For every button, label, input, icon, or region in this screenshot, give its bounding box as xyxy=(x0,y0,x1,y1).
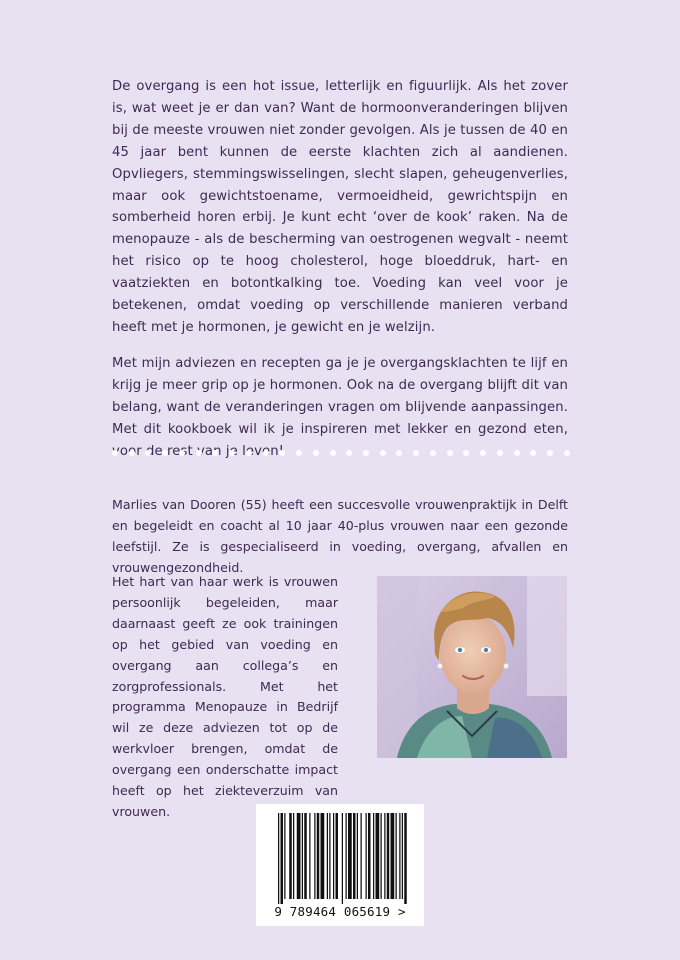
divider-dot xyxy=(480,450,486,456)
divider-dot xyxy=(313,450,319,456)
divider-dot xyxy=(514,450,520,456)
dotted-divider xyxy=(112,449,570,457)
barcode-bar xyxy=(381,813,382,899)
barcode-bar xyxy=(342,813,343,904)
divider-dot xyxy=(296,450,302,456)
divider-dot xyxy=(263,450,269,456)
barcode-bar xyxy=(368,813,371,899)
barcode-bar xyxy=(357,813,358,899)
divider-dot xyxy=(413,450,419,456)
intro-paragraph-1: De overgang is een hot issue, letterlijk en figuurlijk. Als het zover is, wat weet je er dan van? Want de hormoonveranderingen blijven bij de meeste vrouwen niet zonder gevolgen. Als je tussen de 40 en 45 jaar bent kunnen de eerste klachten zich al aandienen. Opvliegers, stemmingswisselingen, slecht slapen, geheugenverlies, maar ook gewichtstoename, vermoeidheid, gewrichtspijn en somberheid horen erbij. Je kunt echt ‘over de kook’ raken. Na de menopauze - als de bescherming van oestrogenen wegvalt - neemt het risico op te hoog cholesterol, hoge bloeddruk, hart- en vaatziekten en botontkalking toe. Voeding kan veel voor je betekenen, omdat voeding op verschillende manieren verband heeft met je hormonen, je gewicht en je welzijn. xyxy=(112,79,568,335)
divider-dot xyxy=(246,450,252,456)
divider-dot xyxy=(212,450,218,456)
barcode-bar xyxy=(402,813,403,899)
divider-dot xyxy=(279,450,285,456)
divider-dot xyxy=(497,450,503,456)
divider-dot xyxy=(547,450,553,456)
intro-text xyxy=(112,76,568,476)
barcode-bar xyxy=(321,813,325,899)
barcode-bars xyxy=(256,804,424,904)
barcode-bar xyxy=(361,813,362,899)
barcode-bar xyxy=(366,813,367,899)
divider-dot xyxy=(145,450,151,456)
divider-dot xyxy=(447,450,453,456)
barcode-bar xyxy=(396,813,397,899)
divider-dot xyxy=(564,450,570,456)
barcode-bar xyxy=(333,813,334,899)
divider-dot xyxy=(396,450,402,456)
author-bio-intro: Marlies van Dooren (55) heeft een succesvolle vrouwenpraktijk in Delft en begeleidt en coacht al 10 jaar 40-plus vrouwen naar een gezonde leefstijl. Ze is gespecialiseerd in voeding, overgang, afvallen en vrouwengezondheid. xyxy=(112,497,568,575)
barcode-bar xyxy=(387,813,390,899)
barcode-bar xyxy=(293,813,294,899)
barcode-bar xyxy=(327,813,328,899)
divider-dot xyxy=(129,450,135,456)
barcode-bar xyxy=(297,813,301,899)
barcode-bar xyxy=(281,813,284,904)
divider-dot xyxy=(380,450,386,456)
divider-dot xyxy=(162,450,168,456)
divider-dot xyxy=(179,450,185,456)
barcode-bar xyxy=(289,813,292,899)
barcode-bar xyxy=(399,813,400,899)
divider-dot xyxy=(330,450,336,456)
divider-dot xyxy=(346,450,352,456)
barcode-bar xyxy=(309,813,310,899)
barcode-bar xyxy=(353,813,356,899)
barcode xyxy=(256,804,424,926)
author-photo xyxy=(377,576,567,758)
barcode-bar xyxy=(302,813,303,899)
barcode-bar xyxy=(346,813,347,899)
author-bio-work: Het hart van haar werk is vrouwen persoonlijk begeleiden, maar daarnaast geeft ze ook trainingen op het gebied van voeding en overgang aan collega’s en zorgprofessionals. Met het programma Menopauze in Bedrijf wil ze deze adviezen tot op de werkvloer brengen, omdat de overgang een onderschatte impact heeft op het ziekteverzuim van vrouwen. xyxy=(112,574,338,819)
barcode-bar xyxy=(304,813,307,899)
barcode-bar xyxy=(314,813,315,899)
divider-dot xyxy=(229,450,235,456)
barcode-bar xyxy=(373,813,374,899)
barcode-bar xyxy=(278,813,279,904)
barcode-bar xyxy=(376,813,380,899)
barcode-bar xyxy=(336,813,339,899)
divider-dot xyxy=(463,450,469,456)
divider-dot xyxy=(430,450,436,456)
barcode-bar xyxy=(404,813,407,904)
divider-dot xyxy=(196,450,202,456)
barcode-bar xyxy=(329,813,330,899)
barcode-bar xyxy=(348,813,352,899)
divider-dot xyxy=(363,450,369,456)
isbn-number: 9 789464 065619 > xyxy=(274,904,406,919)
barcode-bar xyxy=(317,813,320,899)
divider-dot xyxy=(530,450,536,456)
author-portrait-image xyxy=(377,576,567,758)
intro-paragraph-2: Met mijn adviezen en recepten ga je je overgangsklachten te lijf en krijg je meer grip op je hormonen. Ook na de overgang blijft dit van belang, want de veranderingen vragen om blijvende aanpassingen. Met dit kookboek wil ik je inspireren met lekker en gezond eten, voor de van xyxy=(112,355,568,459)
barcode-bar xyxy=(284,813,285,899)
barcode-bar xyxy=(391,813,395,899)
divider-dot xyxy=(112,450,118,456)
barcode-bar xyxy=(384,813,385,899)
